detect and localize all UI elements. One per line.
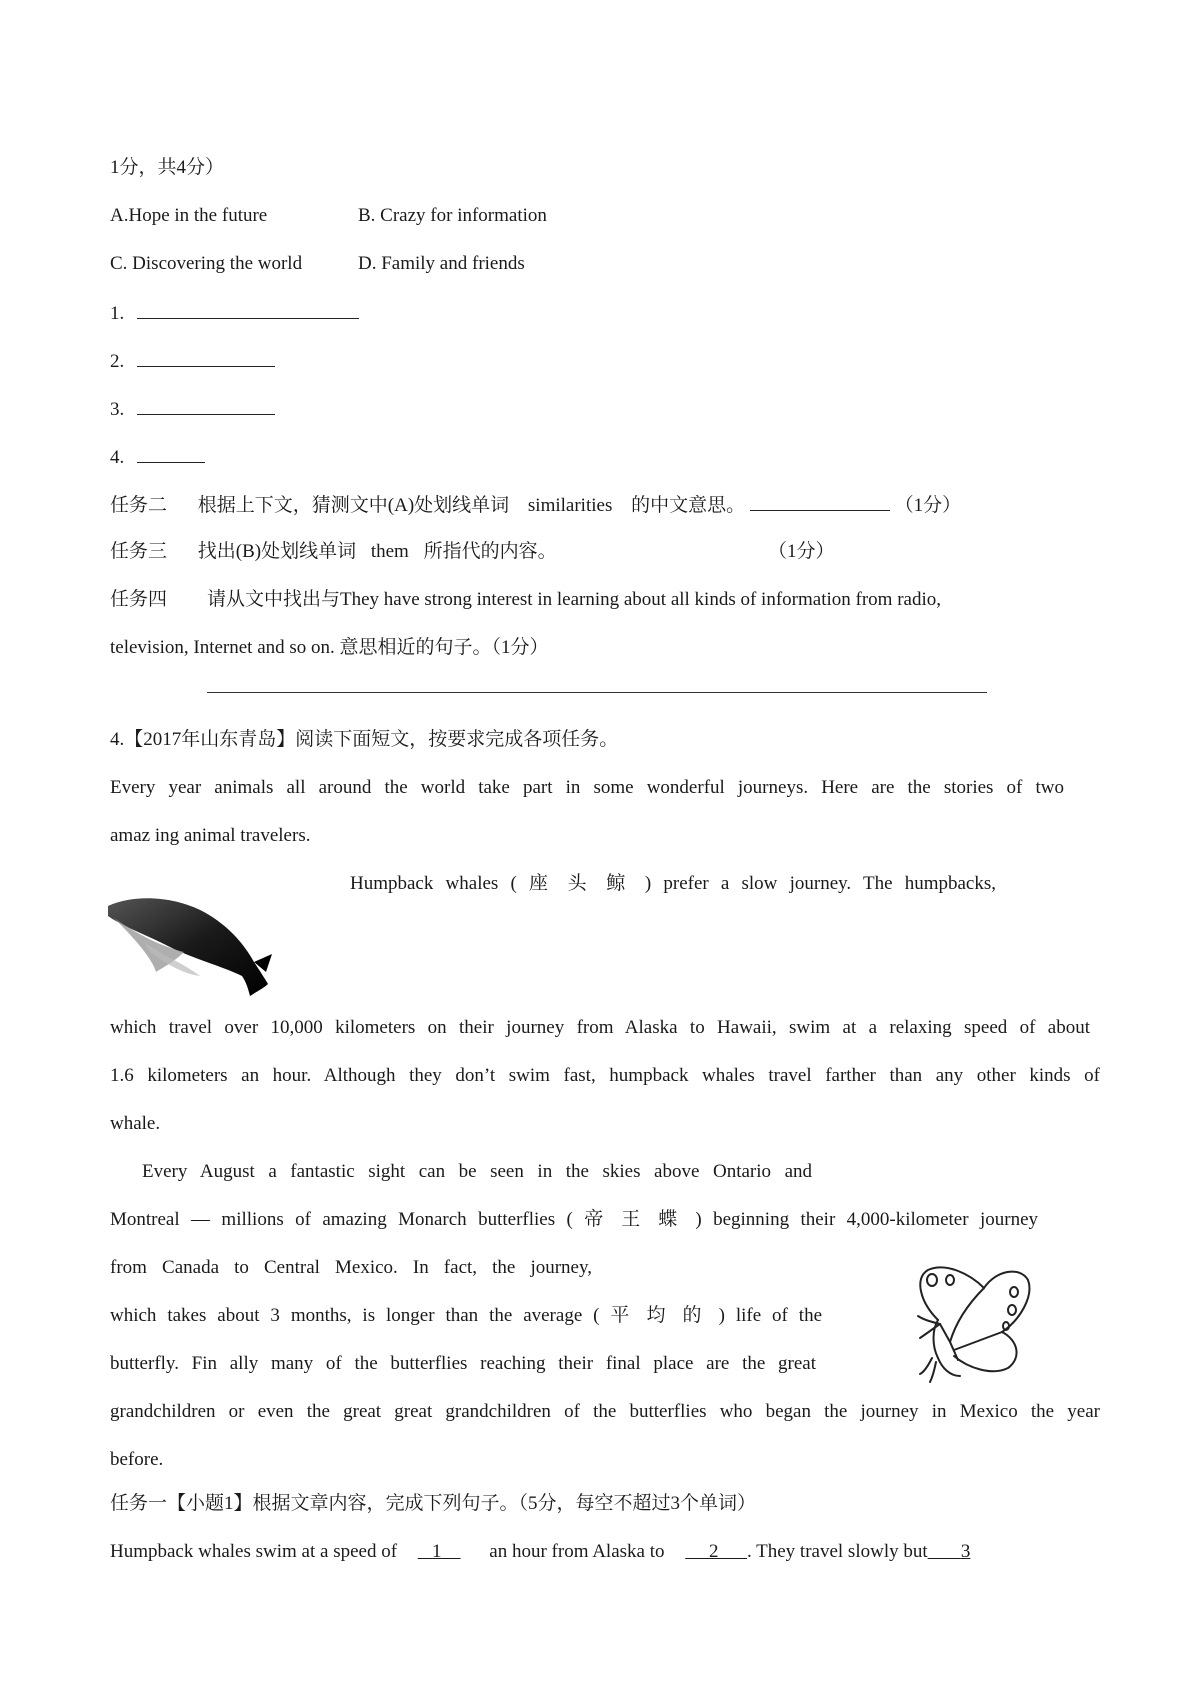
para-3-line-6: grandchildren or even the great great grandchildren of the butterflies who began the journey in Mexico the year [110,1401,1100,1422]
answer-blank[interactable] [137,396,275,415]
task-2-text-b: 的中文意思。 [631,495,746,516]
answer-blank[interactable] [137,348,275,367]
answer-number: 1. [110,303,125,324]
option-a: A.Hope in the future [110,205,268,226]
task-3-line [110,540,557,564]
para-3-line-2: Montreal — millions of amazing Monarch butterflies ( 帝 王 蝶 ) beginning their 4,000-kilometer journey [110,1209,1038,1230]
answer-blank[interactable] [137,300,359,319]
blank-number: 2 [708,1541,719,1562]
para-3-line-4: which takes about 3 months, is longer than the average ( 平 均 的 ) life of the [110,1305,822,1326]
answer-line-4[interactable] [110,444,205,470]
answer-number: 3. [110,399,125,420]
fill-text-a: Humpback whales swim at a speed of [110,1541,398,1562]
task-4-answer-line[interactable] [207,692,987,693]
answer-number: 4. [110,447,125,468]
para-3-line-7: before. [110,1449,164,1470]
task-2-label: 任务二 [110,495,168,516]
task-2-blank[interactable] [750,492,890,511]
blank-number: 1 [432,1541,442,1562]
answer-blank[interactable] [137,444,205,463]
answer-line-3[interactable] [110,396,275,422]
task-4-line-2: television, Internet and so on. 意思相近的句子。（1分） [110,637,549,658]
question-4-heading: 4.【2017年山东青岛】阅读下面短文，按要求完成各项任务。 [110,729,619,750]
para-3-line-5: butterfly. Fin ally many of the butterflies reaching their final place are the great [110,1353,816,1374]
fill-text-c: an hour from Alaska to [489,1541,665,1562]
task-2-line [110,492,961,518]
answer-number: 2. [110,351,125,372]
whale-illustration [104,892,274,998]
fill-blank-2[interactable] [685,1541,747,1562]
answer-line-2[interactable] [110,348,275,374]
blank-number: 3 [960,1541,971,1562]
task-4-line-1: 请从文中找出与They have strong interest in learning about all kinds of information from radio, [207,589,941,610]
task-3-word: them [370,541,409,562]
fill-text-d: . They travel slowly but [746,1541,928,1562]
task-3-text: 找出(B)处划线单词 [197,541,357,562]
score-note: 1分，共4分） [110,157,225,178]
para-1-line-1: Every year animals all around the world take part in some wonderful journeys. Here are the stories of two [110,777,1064,798]
task-2-score: （1分） [894,495,962,516]
butterfly-illustration [910,1262,1034,1386]
para-2-line-4: whale. [110,1113,161,1134]
option-b: B. Crazy for information [358,205,547,226]
fill-in-sentence [110,1540,970,1564]
para-1-line-2: amaz ing animal travelers. [110,825,311,846]
option-c: C. Discovering the world [110,253,303,274]
fill-blank-3[interactable] [928,1541,971,1562]
task-2-text: 根据上下文，猜测文中(A)处划线单词 [197,495,510,516]
para-2-line-2: which travel over 10,000 kilometers on their journey from Alaska to Hawaii, swim at a relaxing speed of about [110,1017,1090,1038]
task-3-score: （1分） [768,541,835,562]
task-4-label: 任务四 [110,589,168,610]
task-3-label: 任务三 [110,541,168,562]
para-3-line-3: from Canada to Central Mexico. In fact, the journey, [110,1257,592,1278]
para-3-line-1: Every August a fantastic sight can be seen in the skies above Ontario and [142,1161,812,1182]
para-2-line-3: 1.6 kilometers an hour. Although they don’t swim fast, humpback whales travel farther than any other kinds of [110,1065,1100,1086]
answer-line-1[interactable] [110,300,359,326]
option-d: D. Family and friends [358,253,525,274]
task-3-text-b: 所指代的内容。 [423,541,557,562]
task-2-word: similarities [527,495,613,516]
task-1-instruction: 任务一【小题1】根据文章内容，完成下列句子。（5分，每空不超过3个单词） [110,1493,757,1514]
para-2-line-1: Humpback whales ( 座 头 鲸 ) prefer a slow journey. The humpbacks, [350,873,996,894]
fill-blank-1[interactable] [418,1541,461,1562]
